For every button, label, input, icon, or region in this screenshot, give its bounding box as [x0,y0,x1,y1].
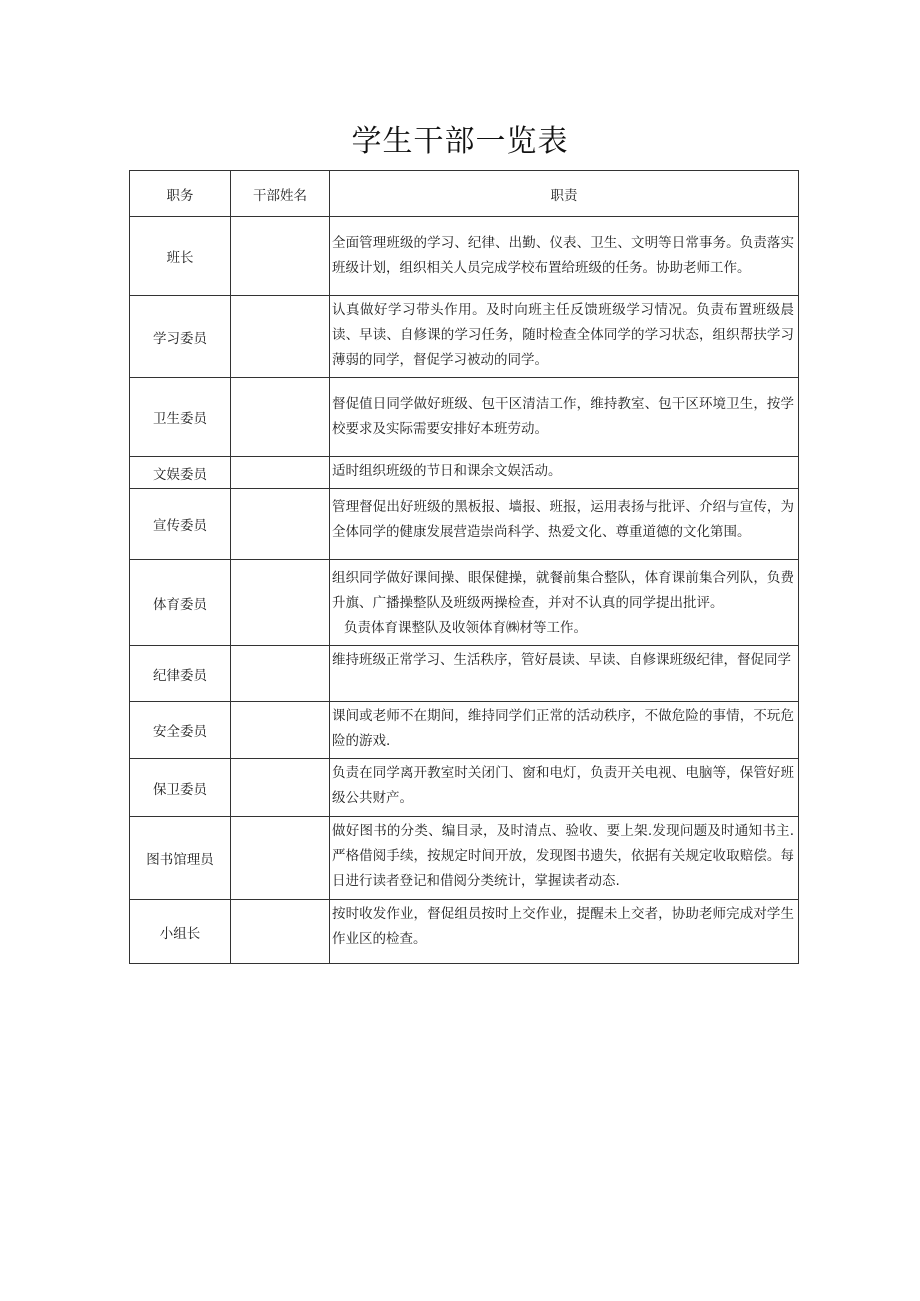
table-row [130,646,799,702]
duty-cell: 做好图书的分类、编目录，及时清点、验收、要上架.发现问题及时通知书主.严格借阅手续，按规定时间开放，发现图书遗失，依据有关规定收取赔偿。每日进行读者登记和借阅分类统计，掌握读者动态. [330,817,799,900]
duty-cell [330,560,799,646]
name-cell [231,817,330,900]
header-duty: 职责 [330,171,799,217]
name-cell [231,457,330,489]
name-cell [231,489,330,560]
name-cell [231,646,330,702]
duty-cell: 负责在同学离开教室时关闭门、窗和电灯，负责开关电视、电脑等，保管好班级公共财产。 [330,759,799,817]
role-cell: 纪律委员 [130,646,231,702]
table-row [130,457,799,489]
name-cell [231,702,330,759]
role-cell: 体育委员 [130,560,231,646]
table-row [130,560,799,646]
name-cell [231,217,330,296]
duty-text: 组织同学做好课间操、眼保健操，就餐前集合整队，体育课前集合列队，负费升旗、广播操整队及班级两操检查，并对不认真的同学提出批评。 [332,570,794,611]
duty-cell: 按时收发作业，督促组员按时上交作业，提醒未上交者，协助老师完成对学生作业区的检查。 [330,900,799,964]
table-row [130,702,799,759]
cadre-table [129,170,799,964]
role-cell: 文娱委员 [130,457,231,489]
table-header-row [130,171,799,217]
role-cell: 卫生委员 [130,378,231,457]
table-row [130,296,799,378]
table-row [130,817,799,900]
role-cell: 班长 [130,217,231,296]
duty-cell: 适时组织班级的节日和课余文娱活动。 [330,457,799,489]
role-cell: 小组长 [130,900,231,964]
role-cell: 安全委员 [130,702,231,759]
name-cell [231,759,330,817]
role-cell: 图书馆理员 [130,817,231,900]
duty-extra-text: 负责体育课整队及收领体育㈱材等工作。 [344,620,587,636]
header-name: 干部姓名 [231,171,330,217]
table-row [130,217,799,296]
name-cell [231,560,330,646]
role-cell: 学习委员 [130,296,231,378]
duty-cell: 管理督促出好班级的黑板报、墙报、班报，运用表扬与批评、介绍与宣传，为全体同学的健康发展营造崇尚科学、热爱文化、尊重道德的文化第围。 [330,489,799,560]
role-cell: 宣传委员 [130,489,231,560]
table-row [130,489,799,560]
name-cell [231,296,330,378]
header-role: 职务 [130,171,231,217]
table-row [130,759,799,817]
duty-cell: 督促值日同学做好班级、包干区清洁工作，维持教室、包干区环境卫生，按学校要求及实际需要安排好本班劳动。 [330,378,799,457]
duty-cell: 全面管理班级的学习、纪律、出勤、仪表、卫生、文明等日常事务。负责落实班级计划，组织相关人员完成学校布置给班级的任务。协助老师工作。 [330,217,799,296]
name-cell [231,378,330,457]
table-row [130,900,799,964]
name-cell [231,900,330,964]
duty-cell: 认真做好学习带头作用。及时向班主任反馈班级学习情况。负责布置班级晨读、早读、自修课的学习任务，随时检查全体同学的学习状态，组织帮扶学习薄弱的同学，督促学习被动的同学。 [330,296,799,378]
table-row [130,378,799,457]
page-title: 学生干部一览表 [351,124,569,159]
duty-cell: 维持班级正常学习、生活秩序，管好晨读、早读、自修课班级纪律，督促同学 [330,646,799,702]
duty-cell: 课间或老师不在期间，维持同学们正常的活动秩序，不做危险的事情，不玩危险的游戏. [330,702,799,759]
role-cell: 保卫委员 [130,759,231,817]
